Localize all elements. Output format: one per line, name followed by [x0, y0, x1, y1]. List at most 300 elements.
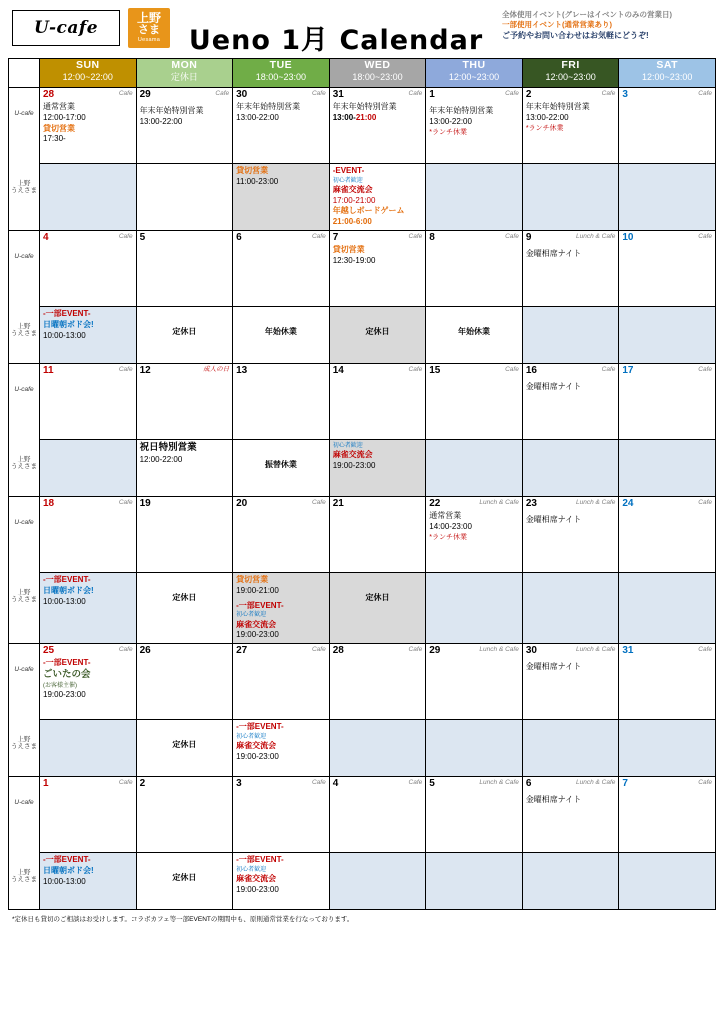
calendar-header-row [9, 59, 716, 88]
cell-body [330, 573, 426, 606]
date-number: 9 [525, 232, 532, 244]
cell-body [426, 656, 522, 660]
legend [502, 10, 716, 42]
day-cell[interactable] [426, 777, 523, 853]
day-cell-ueno[interactable] [522, 720, 619, 777]
cell-body [330, 440, 426, 474]
cell-body [137, 573, 233, 606]
cell-line: 通常営業 [429, 511, 462, 521]
cell-body [619, 789, 715, 793]
day-cell-ueno[interactable] [522, 853, 619, 910]
cell-line: 19:00-23:00 [236, 751, 279, 761]
day-cell-ueno[interactable] [522, 307, 619, 364]
date-number: 11 [43, 365, 54, 377]
column-header-tue [233, 59, 330, 88]
day-cell-ueno[interactable] [233, 440, 330, 497]
day-cell[interactable] [40, 777, 137, 853]
cell-body [619, 243, 715, 247]
cell-line: 年末年始特別営業 [139, 106, 204, 115]
column-dow: TUE [269, 59, 293, 71]
week-row-ueno [9, 573, 716, 644]
day-cell[interactable] [426, 644, 523, 720]
date-tag: Cafe [698, 366, 712, 374]
cell-center-label: 定休日 [172, 873, 197, 883]
date-number: 26 [139, 645, 151, 657]
date-number: 27 [236, 645, 248, 657]
cell-body [330, 509, 426, 513]
day-cell[interactable] [233, 364, 330, 440]
cell-center-label: 定休日 [365, 327, 390, 337]
cell-line: 11:00-23:00 [236, 176, 279, 186]
column-hours: 18:00~23:00 [352, 72, 403, 83]
cell-line: 貸切営業 [236, 575, 269, 585]
day-cell[interactable] [40, 88, 137, 164]
day-cell-ueno[interactable] [522, 440, 619, 497]
row-label-ueno: 上野 うえさま [9, 573, 40, 644]
cell-line: 19:00-21:00 [236, 585, 279, 595]
day-cell[interactable] [522, 497, 619, 573]
cell-line: 19:00-23:00 [332, 460, 376, 470]
date-tag: Cafe [311, 779, 326, 787]
cell-body [523, 853, 619, 857]
cell-body [619, 376, 715, 380]
date-tag: Cafe [698, 499, 712, 507]
day-cell-ueno[interactable] [40, 573, 137, 644]
cell-line: 13:00-22:00 [525, 112, 569, 122]
day-cell[interactable] [329, 364, 426, 440]
day-cell[interactable] [619, 497, 716, 573]
legend-note: ご予約やお問い合わせはお気軽にどうぞ! [502, 31, 649, 41]
cell-line: ごいたの会 [43, 668, 91, 680]
day-cell[interactable] [619, 777, 716, 853]
date-number: 3 [236, 778, 242, 790]
cell-body [523, 573, 619, 577]
cell-body [330, 720, 426, 724]
cell-body [426, 164, 522, 168]
day-cell-ueno[interactable] [40, 307, 137, 364]
cell-body [40, 440, 136, 444]
date-tag: Cafe [118, 499, 133, 507]
day-cell[interactable] [329, 497, 426, 573]
cell-body [137, 100, 233, 130]
cell-line: 19:00-23:00 [236, 630, 279, 640]
day-cell[interactable] [619, 644, 716, 720]
day-cell-ueno[interactable] [136, 307, 233, 364]
cell-center-label: 定休日 [172, 593, 197, 603]
cell-body [330, 243, 426, 269]
ucafe-logo [12, 10, 120, 46]
day-cell-ueno[interactable] [136, 573, 233, 644]
cell-body [523, 164, 619, 168]
cell-body [330, 100, 426, 126]
date-tag: Lunch & Cafe [479, 646, 519, 654]
cell-line: 17:00-21:00 [332, 195, 376, 205]
day-cell[interactable] [426, 497, 523, 573]
day-cell-ueno[interactable] [619, 573, 716, 644]
day-cell[interactable] [426, 88, 523, 164]
cell-line: 日曜朝ボド会! [43, 585, 94, 595]
cell-body [40, 656, 136, 703]
date-tag: Cafe [118, 233, 133, 241]
date-number: 25 [43, 645, 55, 657]
cell-body [40, 243, 136, 247]
cell-line: -一部EVENT- [43, 855, 91, 865]
cell-body [233, 307, 329, 340]
cell-body [330, 789, 426, 793]
cell-line: 19:00-23:00 [43, 689, 86, 699]
date-number: 16 [525, 365, 537, 377]
week-row-cafe [9, 777, 716, 853]
column-dow: FRI [561, 59, 580, 71]
day-cell[interactable] [329, 231, 426, 307]
cell-line: 13:00-22:00 [139, 116, 183, 126]
cell-body [619, 509, 715, 513]
cell-body [619, 307, 715, 311]
cell-body [619, 440, 715, 444]
day-cell[interactable] [619, 88, 716, 164]
date-tag: Cafe [505, 90, 519, 97]
cell-body [137, 307, 233, 340]
cell-line: -一部EVENT- [43, 658, 91, 668]
cell-line: 金曜相席ナイト [525, 795, 582, 805]
day-cell[interactable] [40, 364, 137, 440]
day-cell-ueno[interactable] [233, 164, 330, 231]
cell-body [426, 100, 522, 139]
cell-body [330, 656, 426, 660]
day-cell[interactable] [233, 644, 330, 720]
day-cell-ueno[interactable] [329, 164, 426, 231]
date-number: 18 [43, 498, 55, 510]
date-number: 3 [622, 89, 628, 100]
day-cell-ueno[interactable] [329, 853, 426, 910]
day-cell-ueno[interactable] [329, 440, 426, 497]
row-label-cafe: U-cafe [9, 644, 40, 720]
column-dow: WED [364, 59, 391, 71]
cell-body [233, 243, 329, 247]
day-cell-ueno[interactable] [136, 720, 233, 777]
day-cell-ueno[interactable] [329, 307, 426, 364]
date-tag: Cafe [118, 779, 133, 787]
date-tag: Cafe [118, 366, 133, 374]
day-cell-ueno[interactable] [233, 720, 330, 777]
uesama-logo-line3: Uesama [137, 37, 161, 44]
cell-line: 年越しボードゲーム [332, 206, 405, 216]
date-number: 10 [622, 232, 634, 244]
week-row-cafe [9, 231, 716, 307]
cell-body [523, 509, 619, 528]
date-tag: Cafe [311, 90, 326, 97]
cell-line: 麻雀交流会 [236, 619, 277, 629]
cell-line: 年末年始特別営業 [429, 106, 494, 115]
cell-body [233, 573, 329, 643]
cell-body [426, 720, 522, 724]
cell-line: 金曜相席ナイト [525, 515, 582, 525]
cell-center-label: 年始休業 [458, 327, 491, 337]
row-label-cafe: U-cafe [9, 364, 40, 440]
date-number: 8 [429, 232, 435, 244]
cell-body [137, 440, 233, 468]
date-number: 22 [429, 498, 441, 510]
cell-center-label: 定休日 [172, 740, 197, 750]
day-cell-ueno[interactable] [426, 573, 523, 644]
calendar-table [8, 58, 716, 910]
day-cell[interactable] [233, 777, 330, 853]
cell-body [137, 720, 233, 753]
day-cell-ueno[interactable] [233, 307, 330, 364]
date-number: 31 [622, 645, 634, 657]
day-cell-ueno[interactable] [619, 720, 716, 777]
column-hours: 12:00~23:00 [642, 72, 693, 83]
day-cell[interactable] [136, 497, 233, 573]
day-cell[interactable] [426, 364, 523, 440]
date-number: 23 [525, 498, 537, 510]
day-cell[interactable] [136, 364, 233, 440]
cell-body [137, 656, 233, 660]
cell-line: 初心者歓迎 [332, 177, 363, 184]
day-cell[interactable] [522, 88, 619, 164]
cell-line: 貸切営業 [332, 245, 365, 255]
cell-center-label: 振替休業 [264, 460, 297, 470]
cell-line: 麻雀交流会 [236, 741, 277, 751]
day-cell[interactable] [619, 364, 716, 440]
cell-body [233, 440, 329, 473]
date-number: 28 [43, 89, 55, 100]
date-number: 2 [525, 89, 532, 100]
day-cell[interactable] [40, 644, 137, 720]
cell-line: (お客様主催) [43, 682, 77, 689]
row-label-cafe: U-cafe [9, 777, 40, 853]
day-cell-ueno[interactable] [426, 853, 523, 910]
cell-body [330, 307, 426, 340]
day-cell[interactable] [329, 88, 426, 164]
cell-body [619, 164, 715, 168]
cell-body [137, 376, 233, 380]
cell-body [233, 853, 329, 897]
cell-line: 19:00-23:00 [236, 884, 279, 894]
cell-line: 初心者歓迎 [332, 443, 363, 450]
cell-body [330, 164, 426, 230]
cell-line: -一部EVENT- [236, 855, 284, 865]
day-cell-ueno[interactable] [233, 853, 330, 910]
date-number: 6 [236, 232, 242, 244]
day-cell[interactable] [329, 777, 426, 853]
day-cell-ueno[interactable] [40, 440, 137, 497]
date-tag: Lunch & Cafe [575, 499, 616, 507]
day-cell[interactable] [233, 231, 330, 307]
day-cell-ueno[interactable] [619, 164, 716, 231]
day-cell[interactable] [522, 364, 619, 440]
cell-body [40, 853, 136, 889]
cell-line: 10:00-13:00 [43, 596, 86, 606]
cell-line: -一部EVENT- [236, 722, 284, 732]
day-cell-ueno[interactable] [426, 307, 523, 364]
date-tag: Lunch & Cafe [575, 233, 616, 241]
cell-body [233, 100, 329, 126]
date-number: 20 [236, 498, 248, 510]
day-cell[interactable] [619, 231, 716, 307]
cell-body [40, 100, 136, 147]
row-label-ueno: 上野 うえさま [9, 720, 40, 777]
cell-body [619, 853, 715, 857]
row-label-cafe: U-cafe [9, 231, 40, 307]
cell-line: 年末年始特別営業 [332, 102, 397, 111]
cell-line: -EVENT- [332, 166, 365, 175]
cell-body [330, 376, 426, 380]
date-tag: Cafe [505, 366, 519, 374]
uesama-logo-line2: さま [138, 23, 160, 36]
day-cell-ueno[interactable] [426, 164, 523, 231]
day-cell[interactable] [522, 777, 619, 853]
cell-line: 日曜朝ボド会! [43, 865, 94, 875]
day-cell-ueno[interactable] [619, 307, 716, 364]
column-hours: 定休日 [170, 72, 198, 83]
date-tag: Cafe [698, 90, 712, 97]
cell-body [137, 243, 233, 247]
row-label-cafe: U-cafe [9, 497, 40, 573]
day-cell-ueno[interactable] [426, 440, 523, 497]
date-number: 2 [139, 778, 146, 790]
cell-body [233, 656, 329, 660]
week-row-cafe [9, 364, 716, 440]
cell-line: 年末年始特別営業 [236, 102, 301, 111]
cell-body [40, 376, 136, 380]
corner-cell [9, 59, 40, 88]
legend-gray: 全体使用イベント(グレーはイベントのみの営業日) [502, 10, 672, 19]
day-cell-ueno[interactable] [136, 440, 233, 497]
date-tag: Cafe [215, 90, 230, 97]
week-row-ueno [9, 164, 716, 231]
date-number: 5 [429, 778, 435, 790]
day-cell-ueno[interactable] [329, 720, 426, 777]
cell-body [233, 376, 329, 380]
row-label-ueno: 上野 うえさま [9, 440, 40, 497]
cell-line: 麻雀交流会 [236, 874, 277, 884]
day-cell-ueno[interactable] [40, 853, 137, 910]
cell-line: 通常営業 [43, 102, 75, 111]
column-hours: 12:00~23:00 [448, 72, 500, 83]
week-row-ueno [9, 853, 716, 910]
day-cell-ueno[interactable] [233, 573, 330, 644]
cell-body [233, 164, 329, 190]
cell-line: 初心者歓迎 [236, 612, 267, 619]
cell-line: *ランチ休業 [429, 533, 467, 541]
date-tag: Lunch & Cafe [479, 499, 519, 507]
cell-body [523, 100, 619, 135]
uesama-logo-line1: 上野 [136, 11, 161, 26]
day-cell-ueno[interactable] [40, 720, 137, 777]
cell-body [619, 573, 715, 577]
cell-body [233, 789, 329, 793]
cell-line: 12:30-19:00 [332, 255, 376, 265]
column-hours: 12:00~23:00 [545, 72, 596, 83]
cell-body [619, 656, 715, 660]
column-dow: SUN [75, 59, 100, 71]
cell-line: *ランチ休業 [525, 124, 564, 132]
day-cell[interactable] [136, 88, 233, 164]
date-number: 7 [332, 232, 339, 244]
date-number: 24 [622, 498, 634, 510]
day-cell-ueno[interactable] [426, 720, 523, 777]
date-number: 30 [525, 645, 537, 657]
day-cell[interactable] [40, 231, 137, 307]
cell-body [523, 656, 619, 675]
date-number: 21 [332, 498, 344, 510]
cell-line: 10:00-13:00 [43, 330, 86, 340]
day-cell[interactable] [233, 88, 330, 164]
day-cell[interactable] [329, 644, 426, 720]
cell-line: 金曜相席ナイト [525, 249, 582, 259]
day-cell-ueno[interactable] [136, 164, 233, 231]
cell-line: 初心者歓迎 [236, 866, 267, 873]
cell-body [137, 509, 233, 513]
week-row-ueno [9, 720, 716, 777]
day-cell[interactable] [522, 231, 619, 307]
date-tag: Cafe [408, 779, 423, 787]
date-tag: Cafe [408, 366, 423, 374]
day-cell[interactable] [426, 231, 523, 307]
day-cell-ueno[interactable] [522, 573, 619, 644]
date-number: 29 [429, 645, 441, 657]
day-cell-ueno[interactable] [619, 853, 716, 910]
cell-body [233, 509, 329, 513]
day-cell[interactable] [136, 231, 233, 307]
cell-line: 13:00-21:00 [332, 112, 377, 122]
footer-note: *定休日も貸切のご相談はお受けします。コラボカフェ等一部EVENTの期間中も、原則通常営業を行なっております。 [12, 916, 354, 924]
date-tag: Lunch & Cafe [575, 779, 616, 787]
cell-body [523, 307, 619, 311]
cell-line: *ランチ休業 [429, 128, 467, 136]
column-header-mon [136, 59, 233, 88]
cell-body [40, 573, 136, 609]
date-number: 13 [236, 365, 248, 377]
cell-line: 21:00-6:00 [332, 217, 372, 227]
cell-line: 金曜相席ナイト [525, 662, 582, 672]
cell-line: 貸切営業 [236, 166, 269, 175]
day-cell-ueno[interactable] [522, 164, 619, 231]
page-title: Ueno 1月 Calendar [188, 25, 484, 56]
date-number: 28 [332, 645, 344, 657]
week-row-ueno [9, 307, 716, 364]
day-cell[interactable] [522, 644, 619, 720]
cell-line: 13:00-22:00 [429, 116, 472, 126]
cell-center-label: 年始休業 [264, 327, 297, 337]
date-tag: Cafe [408, 646, 423, 654]
ucafe-logo-text: U-cafe [33, 18, 99, 38]
day-cell-ueno[interactable] [329, 573, 426, 644]
cell-body [137, 789, 233, 793]
date-number: 6 [525, 778, 532, 790]
day-cell[interactable] [136, 644, 233, 720]
cell-body [40, 164, 136, 168]
cell-body [426, 573, 522, 577]
day-cell[interactable] [136, 777, 233, 853]
day-cell[interactable] [40, 497, 137, 573]
day-cell[interactable] [233, 497, 330, 573]
date-tag: Cafe [311, 499, 326, 507]
day-cell-ueno[interactable] [619, 440, 716, 497]
column-dow: SAT [656, 59, 679, 71]
cell-body [137, 853, 233, 886]
date-number: 29 [139, 89, 151, 100]
cell-body [40, 789, 136, 793]
day-cell-ueno[interactable] [136, 853, 233, 910]
date-number: 14 [332, 365, 344, 377]
row-label-ueno: 上野 うえさま [9, 307, 40, 364]
date-number: 31 [332, 89, 344, 100]
cell-body [137, 164, 233, 168]
day-cell-ueno[interactable] [40, 164, 137, 231]
legend-orange: 一部使用イベント(通常営業あり) [502, 20, 612, 30]
